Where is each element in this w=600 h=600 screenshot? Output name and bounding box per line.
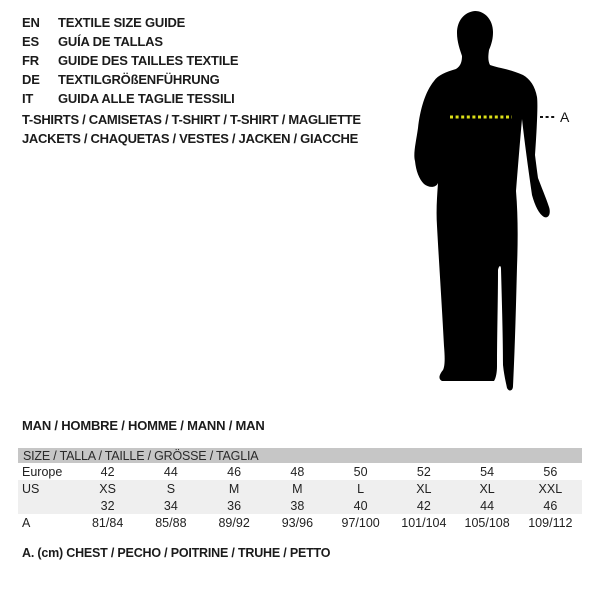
table-cell: 44 — [163, 464, 178, 479]
category-line-jackets: JACKETS / CHAQUETAS / VESTES / JACKEN / GIACCHE — [22, 131, 358, 146]
table-row-us-letters — [18, 480, 582, 497]
row-label: A — [22, 515, 31, 530]
size-table-header: SIZE / TALLA / TAILLE / GRÖSSE / TAGLIA — [18, 448, 582, 463]
table-cell: 54 — [480, 464, 495, 479]
table-row-us-numbers — [18, 497, 582, 514]
lang-code: IT — [22, 91, 34, 106]
table-row-chest-a — [18, 514, 582, 531]
row-label: Europe — [22, 464, 63, 479]
category-lines — [22, 112, 361, 150]
table-cell: XS — [99, 481, 116, 496]
lang-text: TEXTILE SIZE GUIDE — [58, 15, 186, 30]
table-cell: 38 — [290, 498, 305, 513]
size-table — [18, 448, 582, 531]
table-row-europe — [18, 463, 582, 480]
lang-text: GUIDA ALLE TAGLIE TESSILI — [58, 91, 235, 106]
table-cell: XL — [416, 481, 432, 496]
lang-row-fr — [22, 51, 238, 70]
table-cell: L — [357, 481, 365, 496]
lang-row-es — [22, 32, 238, 51]
table-cell: 44 — [480, 498, 495, 513]
table-cell: 36 — [227, 498, 242, 513]
lang-text: TEXTILGRÖßENFÜHRUNG — [58, 72, 220, 87]
table-cell: 101/104 — [401, 515, 447, 530]
man-figure — [410, 5, 585, 397]
man-silhouette-svg — [410, 5, 585, 397]
table-cell: XL — [479, 481, 495, 496]
lang-code: FR — [22, 53, 39, 68]
table-cell: 85/88 — [155, 515, 187, 530]
table-cell: M — [292, 481, 303, 496]
table-cell: 93/96 — [281, 515, 314, 530]
table-cell: 48 — [290, 464, 305, 479]
table-cell: 46 — [227, 464, 242, 479]
section-title-man: MAN / HOMBRE / HOMME / MANN / MAN — [22, 418, 265, 433]
table-cell: 34 — [163, 498, 178, 513]
language-guide-list — [22, 13, 238, 108]
lang-row-it — [22, 89, 238, 108]
measure-label-a: A — [560, 109, 570, 125]
table-cell: 32 — [100, 498, 115, 513]
table-cell: XXL — [538, 481, 563, 496]
category-line-tshirts: T-SHIRTS / CAMISETAS / T-SHIRT / T-SHIRT / MAGLIETTE — [22, 112, 361, 127]
table-cell: 56 — [543, 464, 558, 479]
table-cell: 50 — [353, 464, 368, 479]
table-cell: 52 — [416, 464, 431, 479]
lang-row-de — [22, 70, 238, 89]
lang-row-en — [22, 13, 238, 32]
table-cell: M — [228, 481, 240, 496]
man-silhouette — [414, 11, 549, 390]
table-cell: 46 — [543, 498, 558, 513]
footnote-chest-legend: A. (cm) CHEST / PECHO / POITRINE / TRUHE / PETTO — [22, 546, 331, 560]
table-cell: 109/112 — [528, 515, 573, 530]
table-cell: 42 — [416, 498, 431, 513]
row-label: US — [22, 481, 40, 496]
table-cell: 89/92 — [218, 515, 250, 530]
table-cell: 81/84 — [91, 515, 124, 530]
lang-code: ES — [22, 34, 39, 49]
lang-code: EN — [22, 15, 40, 30]
table-cell: 42 — [100, 464, 115, 479]
lang-text: GUÍA DE TALLAS — [58, 34, 163, 49]
lang-code: DE — [22, 72, 40, 87]
table-cell: 97/100 — [341, 515, 380, 530]
table-cell: 40 — [353, 498, 368, 513]
lang-text: GUIDE DES TAILLES TEXTILE — [58, 53, 239, 68]
table-cell: S — [166, 481, 176, 496]
table-cell: 105/108 — [464, 515, 510, 530]
